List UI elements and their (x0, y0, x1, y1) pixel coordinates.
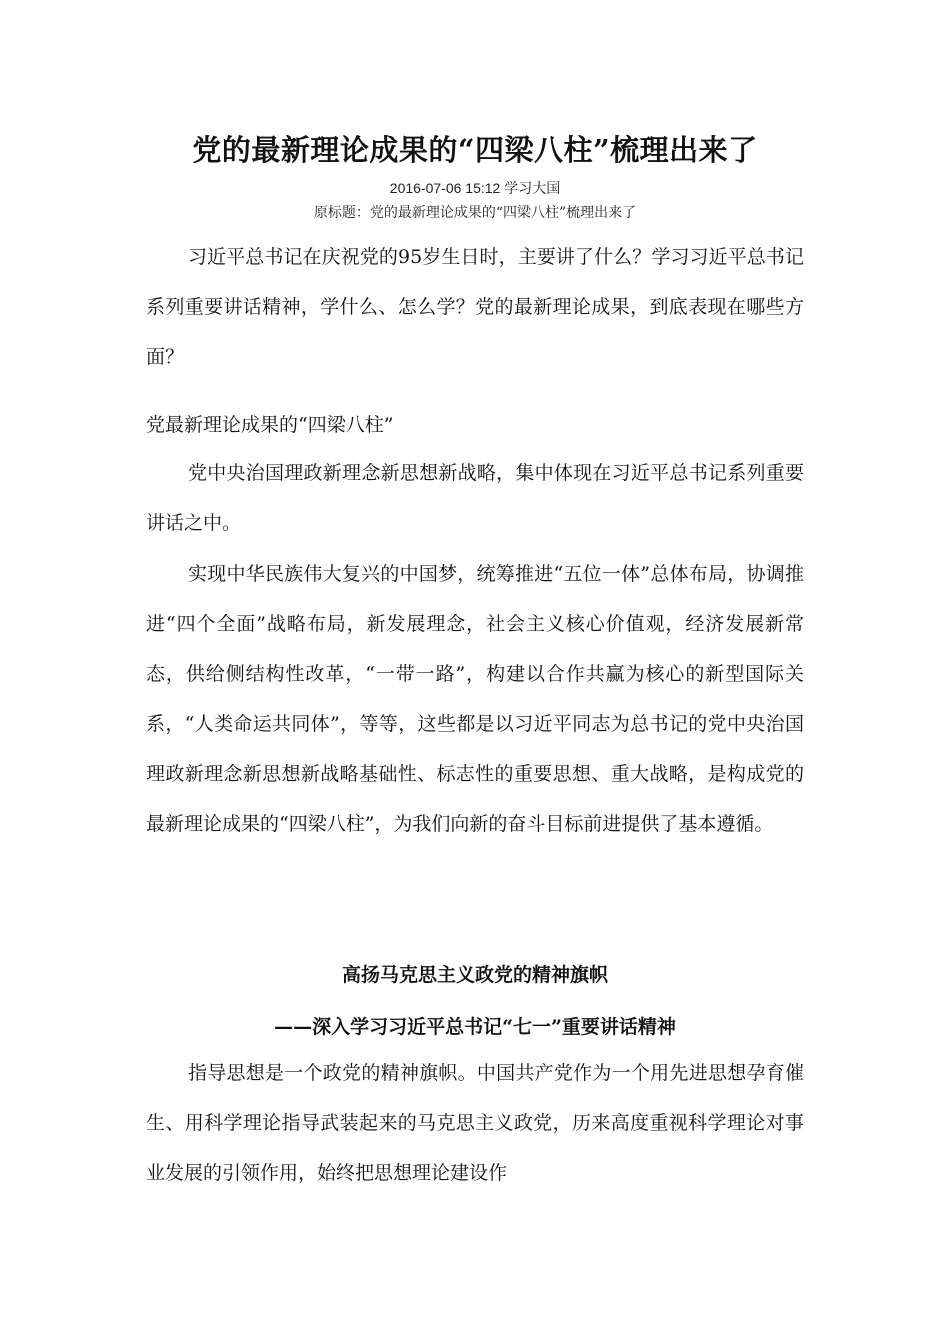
article-title: 党的最新理论成果的“四梁八柱”梳理出来了 (192, 133, 758, 167)
section-heading: 高扬马克思主义政党的精神旗帜 (341, 964, 608, 986)
paragraph-chinese-dream: 实现中华民族伟大复兴的中国梦，统筹推进“五位一体”总体布局，协调推进“四个全面”战略布局，新发展理念，社会主义核心价值观，经济发展新常态，供给侧结构性改革，“一带一路”，构建以合作共赢为核心的新型国际关系，“人类命运共同体”，等等，这些都是以习近平同志为总书记的党中央治国理政新理念新思想新战略基础性、标志性的重要思想、重大战略，是构成党的最新理论成果的“四梁八柱”，为我们向新的奋斗目标前进提供了基本遵循。 (146, 563, 804, 835)
section-subheading: ——深入学习习近平总书记“七一”重要讲话精神 (274, 1016, 676, 1038)
paragraph-guiding-thought: 指导思想是一个政党的精神旗帜。中国共产党作为一个用先进思想孕育催生、用科学理论指导武装起来的马克思主义政党，历来高度重视科学理论对事业发展的引领作用，始终把思想理论建设作 (146, 1062, 804, 1184)
original-title-line: 原标题：党的最新理论成果的“四梁八柱”梳理出来了 (313, 205, 637, 221)
article-date-source: 2016-07-06 15:12 学习大国 (389, 180, 561, 196)
subheading-four-beams: 党最新理论成果的“四梁八柱” (146, 414, 394, 436)
paragraph-intro: 习近平总书记在庆祝党的95岁生日时，主要讲了什么？学习习近平总书记系列重要讲话精神，学什么、怎么学？党的最新理论成果，到底表现在哪些方面？ (146, 246, 804, 368)
paragraph-central-committee: 党中央治国理政新理念新思想新战略，集中体现在习近平总书记系列重要讲话之中。 (146, 462, 804, 534)
